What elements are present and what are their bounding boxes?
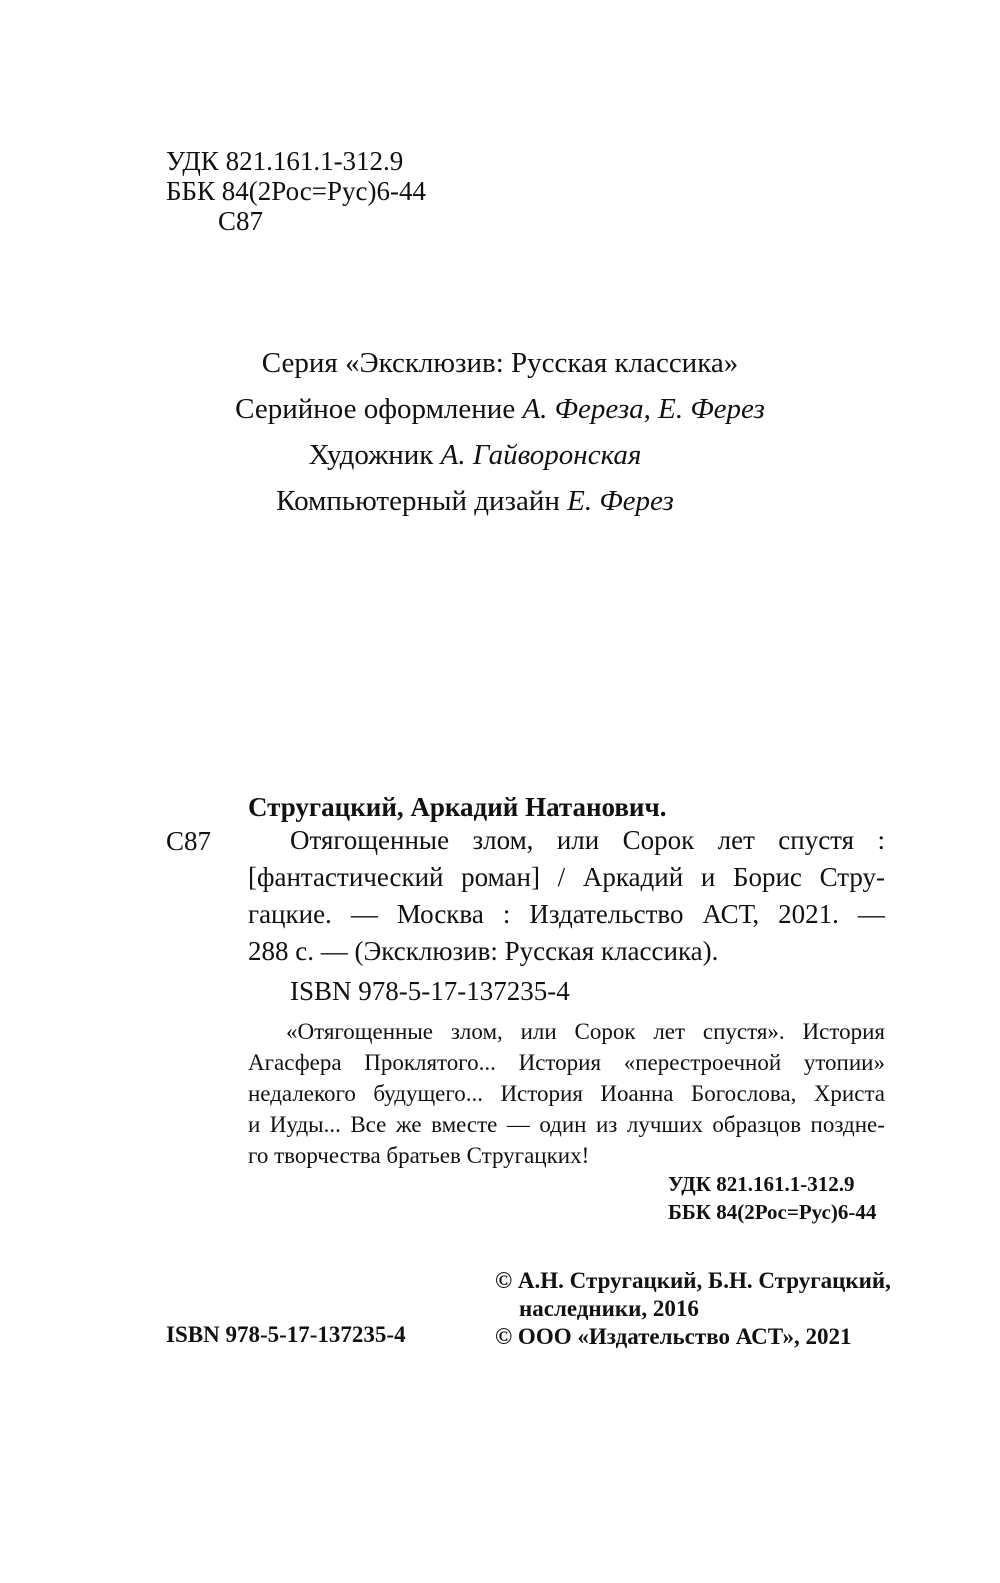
- annotation-word: злом,: [450, 1019, 503, 1044]
- bib-word: гацкие.: [248, 899, 332, 929]
- annotation-word: образцов: [712, 1112, 802, 1137]
- annotation-word: «перестроечной: [623, 1050, 782, 1075]
- bib-word: Аркадий: [582, 862, 684, 892]
- annotation-word: История: [518, 1050, 602, 1075]
- bib-word: спустя: [778, 825, 855, 855]
- bib-word: злом,: [472, 825, 534, 855]
- annotation-word: Агасфера: [248, 1050, 342, 1075]
- design-names: А. Фереза, Е. Ферез: [522, 393, 765, 425]
- bib-word: —: [857, 899, 885, 929]
- bib-line: [248, 933, 885, 970]
- annotation-word: го творчества братьев Стругацких!: [248, 1143, 590, 1168]
- bib-word: или: [556, 825, 600, 855]
- annotation-word: —: [506, 1112, 530, 1137]
- annotation-word: лет: [653, 1019, 686, 1044]
- annotation-word: Иуды...: [269, 1112, 341, 1137]
- bbk-bottom: ББК 84(2Рос=Рус)6-44: [668, 1200, 877, 1224]
- bib-author-sign: С87: [166, 826, 212, 856]
- bib-line: [248, 822, 885, 859]
- annotation-word: Богослова,: [691, 1081, 797, 1106]
- annotation-word: будущего...: [373, 1081, 483, 1106]
- bib-word: [фантастический: [248, 862, 444, 892]
- bib-word: 2021.: [778, 899, 839, 929]
- annotation-word: спустя».: [702, 1019, 785, 1044]
- annotation-word: Иоанна: [600, 1081, 674, 1106]
- bib-word: Издательство: [529, 899, 684, 929]
- bib-word: :: [877, 825, 885, 855]
- bib-word: :: [502, 899, 511, 929]
- bib-word: Москва: [396, 899, 484, 929]
- annotation-word: История: [500, 1081, 583, 1106]
- bib-word: роман]: [461, 862, 540, 892]
- series-text: Серия «Эксклюзив: Русская классика»: [261, 347, 739, 379]
- series-line: [0, 340, 1000, 386]
- computer-design-line: [0, 478, 1000, 524]
- annotation-word: поздне-: [810, 1112, 885, 1137]
- annotation-word: вместе: [431, 1112, 498, 1137]
- isbn-record: ISBN 978-5-17-137235-4: [290, 976, 570, 1006]
- bib-word: Отягощенные: [290, 825, 450, 855]
- bib-word: /: [557, 862, 566, 892]
- copyright-publisher: © ООО «Издательство АСТ», 2021: [495, 1324, 852, 1349]
- annotation-word: же: [395, 1112, 422, 1137]
- annotation-word: Христа: [813, 1081, 885, 1106]
- annotation-word: Все: [350, 1112, 387, 1137]
- bib-line: [248, 896, 885, 933]
- design-label: Серийное оформление: [235, 393, 516, 425]
- annotation-line: [248, 1109, 885, 1140]
- computer-design-name: Е. Ферез: [567, 485, 674, 517]
- annotation-word: лучших: [626, 1112, 703, 1137]
- bib-word: и: [700, 862, 716, 892]
- bib-word: Борис: [732, 862, 802, 892]
- artist-label: Художник: [308, 439, 434, 471]
- isbn-bottom: ISBN 978-5-17-137235-4: [166, 1322, 406, 1347]
- annotation-word: один: [539, 1112, 587, 1137]
- annotation-word: Проклятого...: [364, 1050, 496, 1075]
- design-line: [0, 386, 1000, 432]
- author-sign-top: С87: [218, 206, 264, 236]
- artist-line: [0, 432, 1000, 478]
- annotation-word: «Отягощенные: [286, 1019, 433, 1044]
- annotation: [248, 1016, 885, 1171]
- bib-description: [248, 822, 885, 970]
- credits-block: [0, 340, 1000, 524]
- bib-word: —: [350, 899, 378, 929]
- annotation-line: [248, 1078, 885, 1109]
- bbk-top: ББК 84(2Рос=Рус)6-44: [166, 176, 426, 206]
- udk-bottom: УДК 821.161.1-312.9: [668, 1172, 855, 1196]
- bib-word: Стру-: [819, 862, 885, 892]
- artist-name: А. Гайворонская: [440, 439, 642, 471]
- annotation-word: утопии»: [803, 1050, 885, 1075]
- computer-design-label: Компьютерный дизайн: [276, 485, 560, 517]
- bib-word: АСТ,: [702, 899, 760, 929]
- annotation-line: [248, 1016, 885, 1047]
- annotation-word: или: [520, 1019, 557, 1044]
- annotation-line: [248, 1047, 885, 1078]
- annotation-line: [248, 1140, 885, 1171]
- bib-heading: Стругацкий, Аркадий Натанович.: [248, 792, 667, 822]
- copyright-authors: © А.Н. Стругацкий, Б.Н. Стругацкий,: [495, 1268, 891, 1293]
- bib-word: 288 с. — (Эксклюзив: Русская классика).: [248, 936, 719, 966]
- annotation-word: История: [802, 1019, 885, 1044]
- annotation-word: и: [248, 1112, 261, 1137]
- bib-word: Сорок: [622, 825, 695, 855]
- udk-top: УДК 821.161.1-312.9: [166, 146, 404, 176]
- copyright-heirs: наследники, 2016: [519, 1296, 699, 1321]
- annotation-word: Сорок: [574, 1019, 636, 1044]
- bib-line: [248, 859, 885, 896]
- annotation-word: недалекого: [248, 1081, 356, 1106]
- bib-word: лет: [717, 825, 755, 855]
- annotation-word: из: [595, 1112, 618, 1137]
